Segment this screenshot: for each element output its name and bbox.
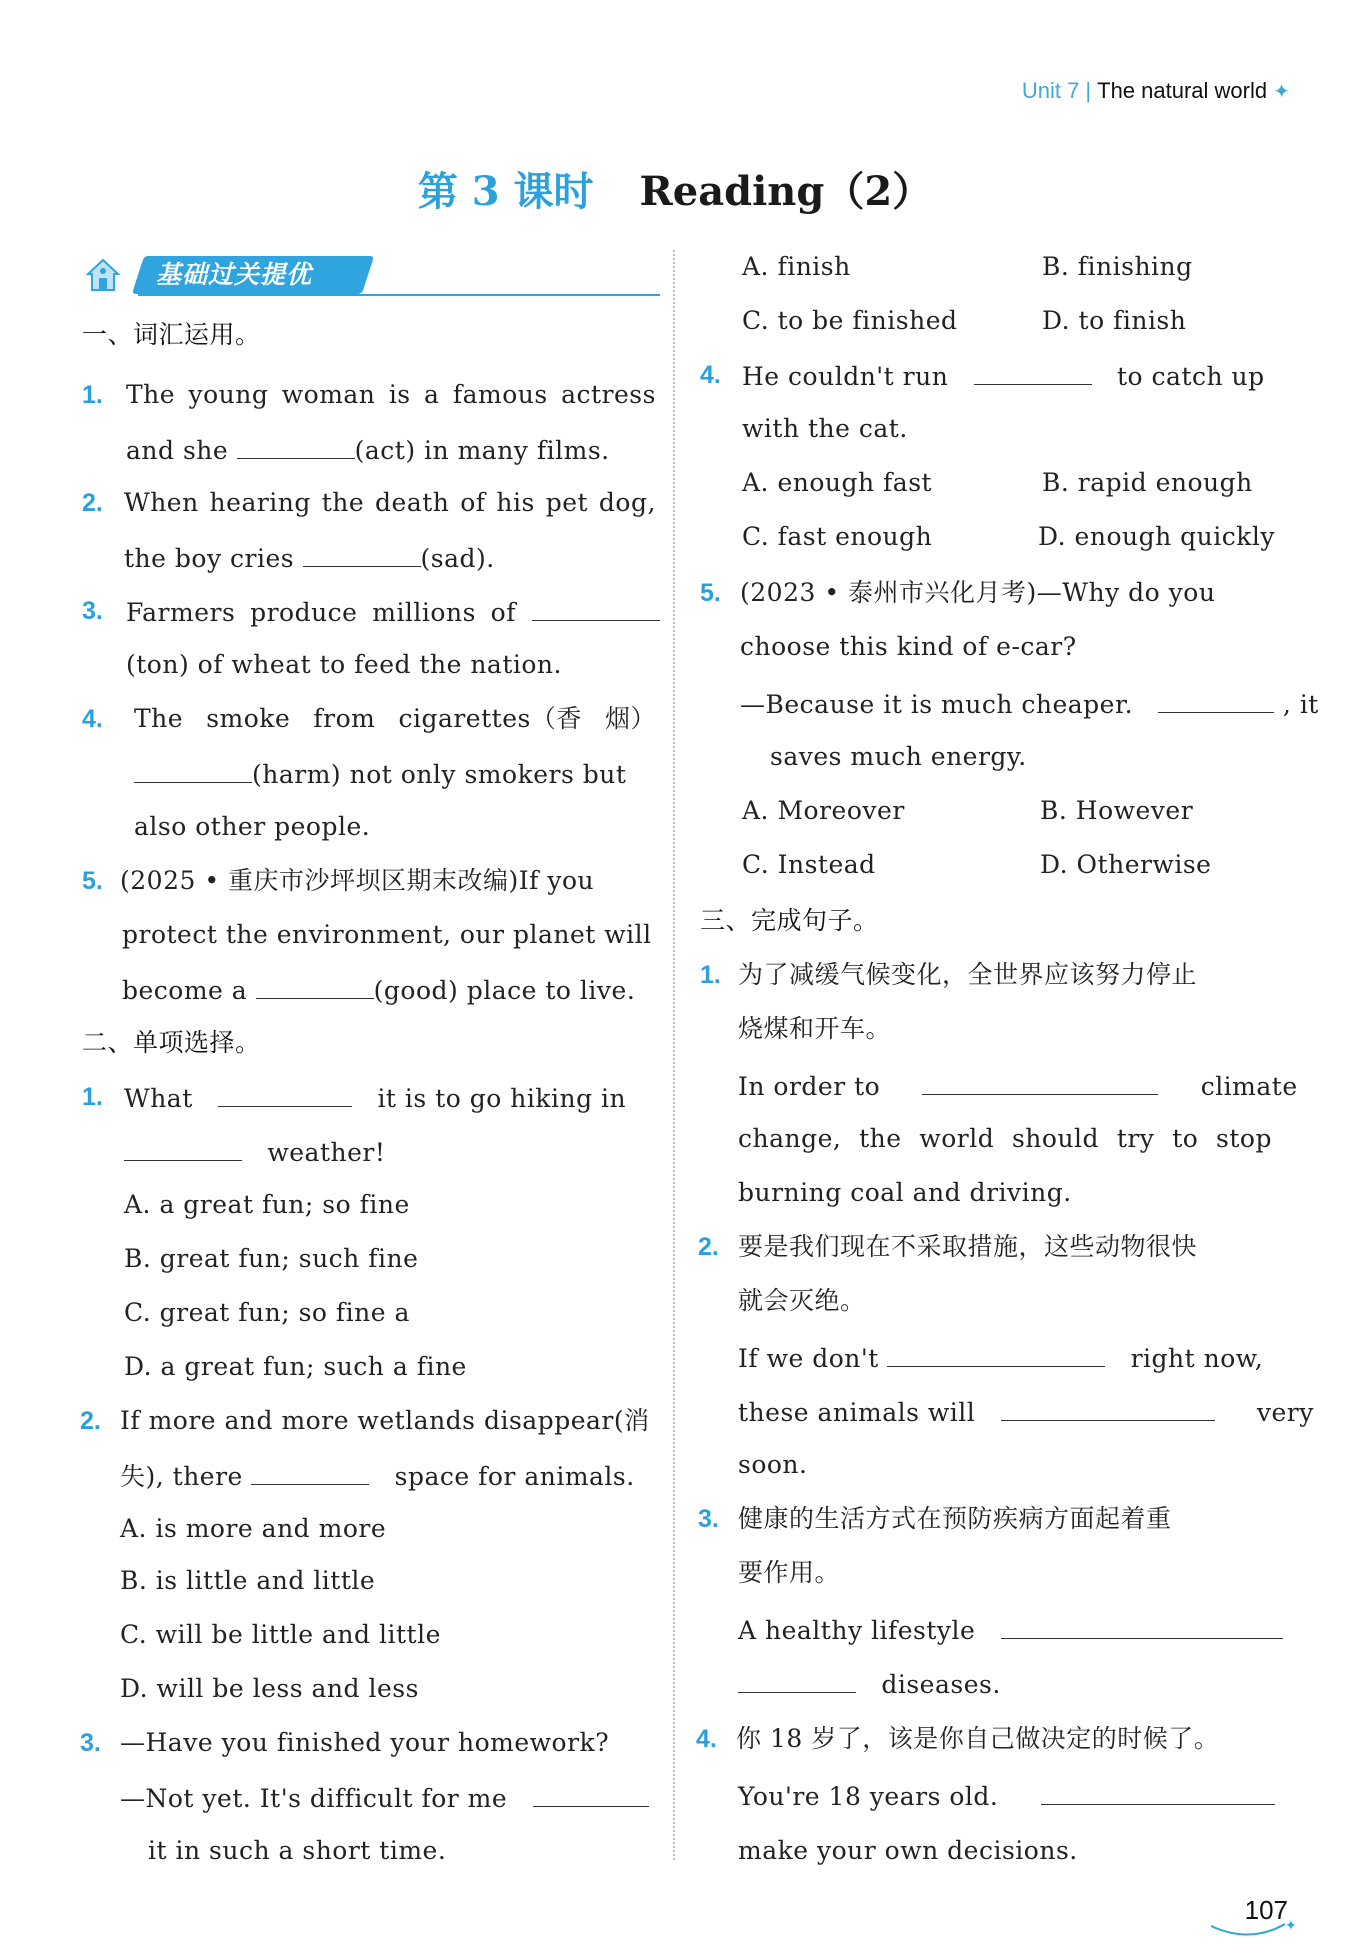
option-c[interactable]: C. fast enough bbox=[742, 522, 933, 551]
s2-chinese-2: 就会灭绝。 bbox=[738, 1286, 866, 1315]
answer-blank[interactable] bbox=[237, 434, 355, 459]
mc3-line2: —Not yet. It's difficult for me bbox=[120, 1782, 649, 1814]
mc3-line3: it in such a short time. bbox=[148, 1836, 447, 1865]
answer-blank[interactable] bbox=[124, 1136, 242, 1161]
question-number: 3. bbox=[80, 1729, 101, 1757]
question-number: 3. bbox=[698, 1505, 719, 1533]
answer-blank[interactable] bbox=[1001, 1614, 1283, 1639]
s3-chinese-2: 要作用。 bbox=[738, 1558, 841, 1587]
mc4-line2: with the cat. bbox=[742, 414, 908, 443]
option-d[interactable]: D. enough quickly bbox=[1038, 522, 1276, 551]
option-b[interactable]: B. However bbox=[1040, 796, 1194, 825]
s4-chinese-1: 你 18 岁了，该是你自己做决定的时候了。 bbox=[736, 1724, 1220, 1753]
answer-blank[interactable] bbox=[1158, 688, 1274, 713]
q5-line3: become a (good) place to live. bbox=[122, 976, 636, 1005]
option-a[interactable]: A. enough fast bbox=[742, 468, 933, 497]
unit-header: Unit 7 | The natural world ✦ bbox=[1021, 78, 1290, 103]
sparkle-icon: ✦ bbox=[1273, 81, 1290, 103]
question-number: 5. bbox=[82, 867, 103, 895]
q2-line1: When hearing the death of his pet dog, bbox=[124, 488, 656, 517]
page-number: 107 bbox=[1244, 1895, 1288, 1925]
option-b[interactable]: B. is little and little bbox=[120, 1566, 376, 1595]
option-d[interactable]: D. to finish bbox=[1042, 306, 1187, 335]
section-3-heading: 三、完成句子。 bbox=[700, 906, 879, 935]
option-c[interactable]: C. to be finished bbox=[742, 306, 958, 335]
banner-label: 基础过关提优 bbox=[156, 260, 313, 289]
lesson-topic: Reading（2） bbox=[639, 168, 933, 215]
q4-line2: (harm) not only smokers but bbox=[134, 758, 626, 790]
option-b[interactable]: B. finishing bbox=[1042, 252, 1193, 281]
s2-chinese-1: 要是我们现在不采取措施，这些动物很快 bbox=[738, 1232, 1198, 1261]
s3-english-2: diseases. bbox=[738, 1668, 1001, 1700]
answer-blank[interactable] bbox=[922, 1070, 1158, 1095]
answer-blank[interactable] bbox=[738, 1668, 856, 1693]
answer-blank[interactable] bbox=[218, 1082, 352, 1107]
unit-label: Unit 7 bbox=[1021, 78, 1080, 103]
option-a[interactable]: A. Moreover bbox=[742, 796, 905, 825]
mc4-line1: He couldn't run to catch up bbox=[742, 362, 1265, 391]
page-title bbox=[0, 160, 1350, 217]
s3-english-1: A healthy lifestyle bbox=[738, 1614, 1283, 1646]
q4-line3: also other people. bbox=[134, 812, 371, 841]
answer-blank[interactable] bbox=[974, 360, 1092, 385]
s1-chinese-2: 烧煤和开车。 bbox=[738, 1014, 892, 1043]
question-number: 4. bbox=[82, 705, 103, 733]
q5-line2: protect the environment, our planet will bbox=[122, 920, 652, 949]
mc2-line2: 失), there space for animals. bbox=[120, 1462, 635, 1491]
option-b[interactable]: B. great fun; such fine bbox=[124, 1244, 419, 1273]
s1-english-2: change, the world should try to stop bbox=[738, 1124, 1272, 1153]
question-number: 2. bbox=[698, 1233, 719, 1261]
s1-english-3: burning coal and driving. bbox=[738, 1178, 1072, 1207]
mc5-line2: choose this kind of e-car? bbox=[740, 632, 1077, 661]
answer-blank[interactable] bbox=[1001, 1396, 1215, 1421]
column-divider bbox=[673, 250, 675, 1860]
mc5-line1: (2023 • 泰州市兴化月考)—Why do you bbox=[740, 578, 1216, 607]
q1-line2: and she (act) in many films. bbox=[126, 436, 610, 465]
section-banner bbox=[82, 254, 660, 300]
option-d[interactable]: D. a great fun; such a fine bbox=[124, 1352, 467, 1381]
mc1-line1: What it is to go hiking in bbox=[124, 1084, 627, 1113]
q2-line2: the boy cries (sad). bbox=[124, 544, 495, 573]
mc5-line3: —Because it is much cheaper. , it bbox=[740, 690, 1319, 719]
option-b[interactable]: B. rapid enough bbox=[1042, 468, 1253, 497]
mc5-line4: saves much energy. bbox=[770, 742, 1027, 771]
q3-line1: Farmers produce millions of bbox=[126, 596, 656, 628]
answer-blank[interactable] bbox=[533, 1782, 649, 1807]
answer-blank[interactable] bbox=[1041, 1780, 1275, 1805]
answer-blank[interactable] bbox=[532, 596, 660, 621]
question-number: 4. bbox=[696, 1725, 717, 1753]
option-d[interactable]: D. Otherwise bbox=[1040, 850, 1212, 879]
answer-blank[interactable] bbox=[256, 974, 374, 999]
house-icon bbox=[86, 258, 120, 292]
question-number: 2. bbox=[82, 489, 103, 517]
mc2-line1: If more and more wetlands disappear(消 bbox=[120, 1406, 650, 1435]
unit-title: The natural world bbox=[1097, 78, 1268, 103]
option-a[interactable]: A. is more and more bbox=[120, 1514, 387, 1543]
lesson-label: 第 3 课时 bbox=[417, 168, 594, 215]
option-d[interactable]: D. will be less and less bbox=[120, 1674, 419, 1703]
section-2-heading: 二、单项选择。 bbox=[82, 1028, 261, 1057]
option-a[interactable]: A. a great fun; so fine bbox=[124, 1190, 410, 1219]
question-number: 4. bbox=[700, 361, 721, 389]
s2-english-2: these animals will very bbox=[738, 1398, 1314, 1427]
banner-tab bbox=[132, 256, 374, 294]
s4-english-2: make your own decisions. bbox=[738, 1836, 1078, 1865]
s1-english-1: In order to climate bbox=[738, 1072, 1298, 1101]
answer-blank[interactable] bbox=[251, 1460, 369, 1485]
svg-text:✦: ✦ bbox=[1285, 1918, 1297, 1934]
answer-blank[interactable] bbox=[303, 542, 421, 567]
option-c[interactable]: C. great fun; so fine a bbox=[124, 1298, 410, 1327]
answer-blank[interactable] bbox=[887, 1342, 1105, 1367]
option-a[interactable]: A. finish bbox=[742, 252, 851, 281]
answer-blank[interactable] bbox=[134, 758, 252, 783]
question-number: 2. bbox=[80, 1407, 101, 1435]
q1-line1: The young woman is a famous actress bbox=[126, 380, 656, 409]
s3-chinese-1: 健康的生活方式在预防疾病方面起着重 bbox=[738, 1504, 1172, 1533]
s2-english-3: soon. bbox=[738, 1450, 808, 1479]
mc3-line1: —Have you finished your homework? bbox=[120, 1728, 610, 1757]
s1-chinese-1: 为了减缓气候变化，全世界应该努力停止 bbox=[738, 960, 1198, 989]
s4-english-1: You're 18 years old. bbox=[738, 1780, 1275, 1812]
banner-underline bbox=[138, 294, 660, 296]
s2-english-1: If we don't right now, bbox=[738, 1344, 1264, 1373]
option-c[interactable]: C. Instead bbox=[742, 850, 876, 879]
question-number: 3. bbox=[82, 597, 103, 625]
option-c[interactable]: C. will be little and little bbox=[120, 1620, 441, 1649]
mc1-line2: weather! bbox=[124, 1136, 385, 1168]
question-number: 5. bbox=[700, 579, 721, 607]
question-number: 1. bbox=[700, 961, 721, 989]
question-number: 1. bbox=[82, 381, 103, 409]
q4-line1: The smoke from cigarettes（香 烟） bbox=[134, 704, 656, 733]
q3-line2: (ton) of wheat to feed the nation. bbox=[126, 650, 562, 679]
question-number: 1. bbox=[82, 1083, 103, 1111]
section-1-heading: 一、词汇运用。 bbox=[82, 320, 261, 349]
q5-line1: (2025 • 重庆市沙坪坝区期末改编)If you bbox=[120, 866, 595, 895]
